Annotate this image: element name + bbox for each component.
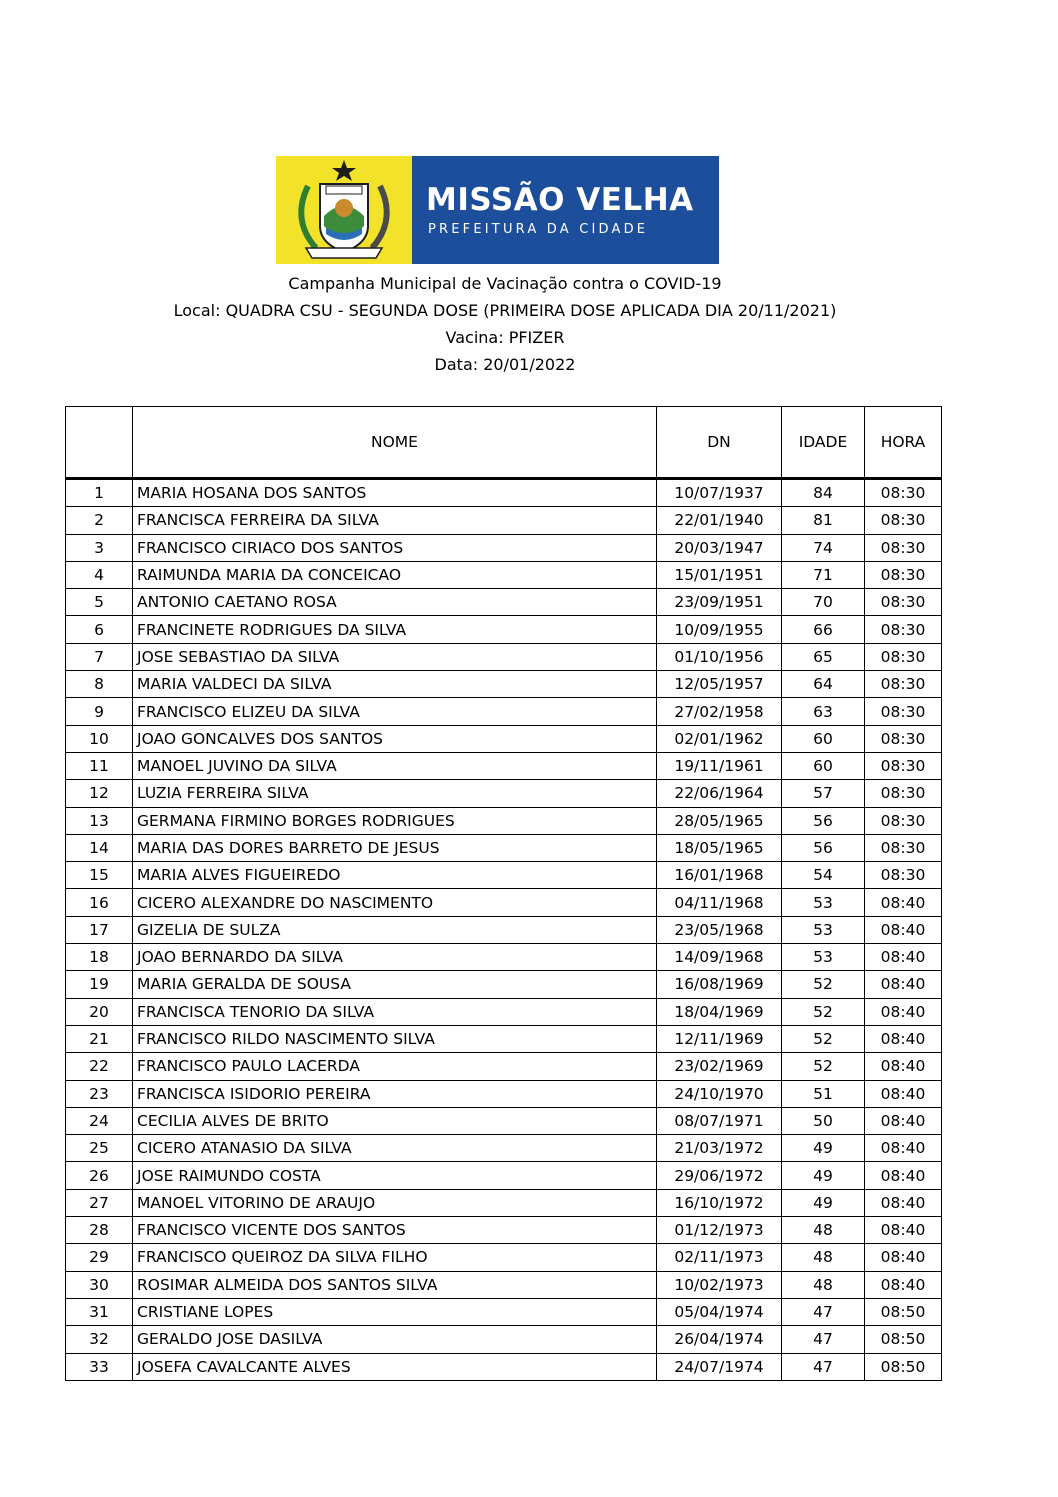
- person-name: FRANCISCO RILDO NASCIMENTO SILVA: [133, 1025, 657, 1052]
- age: 56: [782, 807, 865, 834]
- birth-date: 15/01/1951: [657, 561, 782, 588]
- row-number: 3: [66, 534, 133, 561]
- row-number: 16: [66, 889, 133, 916]
- table-row: [66, 780, 942, 807]
- row-number: 12: [66, 780, 133, 807]
- row-number: 15: [66, 862, 133, 889]
- age: 71: [782, 561, 865, 588]
- row-number: 23: [66, 1080, 133, 1107]
- row-number: 24: [66, 1107, 133, 1134]
- birth-date: 01/10/1956: [657, 643, 782, 670]
- row-number: 28: [66, 1217, 133, 1244]
- birth-date: 08/07/1971: [657, 1107, 782, 1134]
- appointment-time: 08:30: [865, 643, 942, 670]
- age: 84: [782, 479, 865, 507]
- table-row: [66, 889, 942, 916]
- row-number: 21: [66, 1025, 133, 1052]
- row-number: 32: [66, 1326, 133, 1353]
- row-number: 29: [66, 1244, 133, 1271]
- appointment-time: 08:40: [865, 889, 942, 916]
- table-row: [66, 561, 942, 588]
- appointment-time: 08:50: [865, 1353, 942, 1380]
- appointment-time: 08:30: [865, 479, 942, 507]
- age: 49: [782, 1189, 865, 1216]
- person-name: CICERO ALEXANDRE DO NASCIMENTO: [133, 889, 657, 916]
- birth-date: 20/03/1947: [657, 534, 782, 561]
- age: 60: [782, 752, 865, 779]
- table-row: [66, 998, 942, 1025]
- person-name: GERALDO JOSE DASILVA: [133, 1326, 657, 1353]
- column-header-name: NOME: [133, 407, 657, 479]
- appointment-time: 08:40: [865, 1189, 942, 1216]
- table-row: [66, 1244, 942, 1271]
- person-name: MARIA ALVES FIGUEIREDO: [133, 862, 657, 889]
- person-name: FRANCINETE RODRIGUES DA SILVA: [133, 616, 657, 643]
- birth-date: 22/01/1940: [657, 507, 782, 534]
- row-number: 22: [66, 1053, 133, 1080]
- birth-date: 18/04/1969: [657, 998, 782, 1025]
- age: 52: [782, 1053, 865, 1080]
- row-number: 9: [66, 698, 133, 725]
- person-name: CICERO ATANASIO DA SILVA: [133, 1135, 657, 1162]
- document-header: [0, 270, 1010, 378]
- table-row: [66, 1025, 942, 1052]
- table-row: [66, 534, 942, 561]
- appointment-time: 08:30: [865, 671, 942, 698]
- birth-date: 26/04/1974: [657, 1326, 782, 1353]
- birth-date: 10/07/1937: [657, 479, 782, 507]
- appointment-time: 08:40: [865, 1217, 942, 1244]
- age: 47: [782, 1326, 865, 1353]
- city-crest-icon: [276, 156, 412, 264]
- birth-date: 10/09/1955: [657, 616, 782, 643]
- appointment-time: 08:30: [865, 752, 942, 779]
- table-row: [66, 507, 942, 534]
- column-header-age: IDADE: [782, 407, 865, 479]
- age: 47: [782, 1353, 865, 1380]
- table-row: [66, 1135, 942, 1162]
- person-name: ANTONIO CAETANO ROSA: [133, 589, 657, 616]
- person-name: FRANCISCA ISIDORIO PEREIRA: [133, 1080, 657, 1107]
- birth-date: 12/05/1957: [657, 671, 782, 698]
- person-name: FRANCISCO ELIZEU DA SILVA: [133, 698, 657, 725]
- appointment-time: 08:30: [865, 725, 942, 752]
- table-row: [66, 479, 942, 507]
- column-header-time: HORA: [865, 407, 942, 479]
- appointment-time: 08:30: [865, 616, 942, 643]
- row-number: 31: [66, 1298, 133, 1325]
- person-name: GIZELIA DE SULZA: [133, 916, 657, 943]
- age: 74: [782, 534, 865, 561]
- birth-date: 10/02/1973: [657, 1271, 782, 1298]
- person-name: MARIA HOSANA DOS SANTOS: [133, 479, 657, 507]
- birth-date: 29/06/1972: [657, 1162, 782, 1189]
- appointment-time: 08:30: [865, 834, 942, 861]
- row-number: 27: [66, 1189, 133, 1216]
- table-row: [66, 1080, 942, 1107]
- table-row: [66, 1271, 942, 1298]
- person-name: MANOEL JUVINO DA SILVA: [133, 752, 657, 779]
- logo-banner: [412, 156, 719, 264]
- table-row: [66, 834, 942, 861]
- row-number: 4: [66, 561, 133, 588]
- appointment-time: 08:30: [865, 807, 942, 834]
- age: 63: [782, 698, 865, 725]
- city-logo: [276, 156, 719, 264]
- table-body: [66, 479, 942, 1381]
- table-row: [66, 1326, 942, 1353]
- person-name: GERMANA FIRMINO BORGES RODRIGUES: [133, 807, 657, 834]
- person-name: JOAO BERNARDO DA SILVA: [133, 944, 657, 971]
- table-row: [66, 1162, 942, 1189]
- row-number: 17: [66, 916, 133, 943]
- campaign-title: Campanha Municipal de Vacinação contra o COVID-19: [288, 274, 722, 293]
- appointment-time: 08:40: [865, 998, 942, 1025]
- table-row: [66, 1217, 942, 1244]
- age: 47: [782, 1298, 865, 1325]
- logo-subtitle: PREFEITURA DA CIDADE: [428, 222, 649, 237]
- birth-date: 16/01/1968: [657, 862, 782, 889]
- row-number: 20: [66, 998, 133, 1025]
- appointment-time: 08:40: [865, 916, 942, 943]
- person-name: RAIMUNDA MARIA DA CONCEICAO: [133, 561, 657, 588]
- appointment-time: 08:40: [865, 1080, 942, 1107]
- birth-date: 23/05/1968: [657, 916, 782, 943]
- person-name: CRISTIANE LOPES: [133, 1298, 657, 1325]
- column-header-birthdate: DN: [657, 407, 782, 479]
- age: 66: [782, 616, 865, 643]
- row-number: 19: [66, 971, 133, 998]
- person-name: FRANCISCO CIRIACO DOS SANTOS: [133, 534, 657, 561]
- age: 49: [782, 1135, 865, 1162]
- birth-date: 27/02/1958: [657, 698, 782, 725]
- row-number: 6: [66, 616, 133, 643]
- birth-date: 23/09/1951: [657, 589, 782, 616]
- table-row: [66, 643, 942, 670]
- person-name: JOSE RAIMUNDO COSTA: [133, 1162, 657, 1189]
- appointment-time: 08:30: [865, 507, 942, 534]
- person-name: CECILIA ALVES DE BRITO: [133, 1107, 657, 1134]
- age: 54: [782, 862, 865, 889]
- age: 60: [782, 725, 865, 752]
- person-name: LUZIA FERREIRA SILVA: [133, 780, 657, 807]
- row-number: 7: [66, 643, 133, 670]
- birth-date: 18/05/1965: [657, 834, 782, 861]
- age: 48: [782, 1271, 865, 1298]
- row-number: 10: [66, 725, 133, 752]
- birth-date: 24/10/1970: [657, 1080, 782, 1107]
- birth-date: 01/12/1973: [657, 1217, 782, 1244]
- appointment-time: 08:40: [865, 1107, 942, 1134]
- row-number: 18: [66, 944, 133, 971]
- table-row: [66, 752, 942, 779]
- table-row: [66, 698, 942, 725]
- appointment-time: 08:40: [865, 1053, 942, 1080]
- person-name: ROSIMAR ALMEIDA DOS SANTOS SILVA: [133, 1271, 657, 1298]
- row-number: 33: [66, 1353, 133, 1380]
- birth-date: 16/08/1969: [657, 971, 782, 998]
- appointment-time: 08:40: [865, 1135, 942, 1162]
- row-number: 1: [66, 479, 133, 507]
- row-number: 30: [66, 1271, 133, 1298]
- birth-date: 04/11/1968: [657, 889, 782, 916]
- birth-date: 24/07/1974: [657, 1353, 782, 1380]
- age: 65: [782, 643, 865, 670]
- table-row: [66, 1353, 942, 1380]
- row-number: 25: [66, 1135, 133, 1162]
- person-name: JOAO GONCALVES DOS SANTOS: [133, 725, 657, 752]
- person-name: FRANCISCO QUEIROZ DA SILVA FILHO: [133, 1244, 657, 1271]
- appointment-time: 08:40: [865, 1244, 942, 1271]
- row-number: 8: [66, 671, 133, 698]
- table-row: [66, 944, 942, 971]
- table-row: [66, 916, 942, 943]
- age: 52: [782, 971, 865, 998]
- appointment-time: 08:40: [865, 1271, 942, 1298]
- table-row: [66, 1107, 942, 1134]
- birth-date: 21/03/1972: [657, 1135, 782, 1162]
- appointment-time: 08:30: [865, 780, 942, 807]
- person-name: JOSEFA CAVALCANTE ALVES: [133, 1353, 657, 1380]
- birth-date: 22/06/1964: [657, 780, 782, 807]
- vaccine-line: Vacina: PFIZER: [445, 328, 565, 347]
- appointment-time: 08:30: [865, 561, 942, 588]
- appointment-time: 08:30: [865, 862, 942, 889]
- age: 50: [782, 1107, 865, 1134]
- birth-date: 28/05/1965: [657, 807, 782, 834]
- appointment-time: 08:50: [865, 1326, 942, 1353]
- age: 48: [782, 1217, 865, 1244]
- row-number: 5: [66, 589, 133, 616]
- table-row: [66, 807, 942, 834]
- table-row: [66, 616, 942, 643]
- person-name: MARIA VALDECI DA SILVA: [133, 671, 657, 698]
- appointment-time: 08:50: [865, 1298, 942, 1325]
- appointment-time: 08:40: [865, 971, 942, 998]
- appointment-time: 08:30: [865, 534, 942, 561]
- age: 64: [782, 671, 865, 698]
- person-name: MANOEL VITORINO DE ARAUJO: [133, 1189, 657, 1216]
- person-name: MARIA DAS DORES BARRETO DE JESUS: [133, 834, 657, 861]
- birth-date: 02/11/1973: [657, 1244, 782, 1271]
- birth-date: 19/11/1961: [657, 752, 782, 779]
- date-line: Data: 20/01/2022: [434, 355, 576, 374]
- person-name: JOSE SEBASTIAO DA SILVA: [133, 643, 657, 670]
- row-number: 13: [66, 807, 133, 834]
- birth-date: 12/11/1969: [657, 1025, 782, 1052]
- appointment-time: 08:30: [865, 589, 942, 616]
- vaccination-schedule-table: [65, 406, 942, 1381]
- age: 53: [782, 889, 865, 916]
- table-row: [66, 1189, 942, 1216]
- age: 56: [782, 834, 865, 861]
- column-header-number: [66, 407, 133, 479]
- person-name: MARIA GERALDA DE SOUSA: [133, 971, 657, 998]
- age: 52: [782, 998, 865, 1025]
- table-header-row: [66, 407, 942, 479]
- table-row: [66, 671, 942, 698]
- logo-title: MISSÃO VELHA: [426, 182, 694, 218]
- row-number: 26: [66, 1162, 133, 1189]
- age: 52: [782, 1025, 865, 1052]
- row-number: 11: [66, 752, 133, 779]
- appointment-time: 08:30: [865, 698, 942, 725]
- table-row: [66, 1053, 942, 1080]
- location-line: Local: QUADRA CSU - SEGUNDA DOSE (PRIMEIRA DOSE APLICADA DIA 20/11/2021): [173, 301, 837, 320]
- table-row: [66, 862, 942, 889]
- age: 49: [782, 1162, 865, 1189]
- age: 48: [782, 1244, 865, 1271]
- birth-date: 02/01/1962: [657, 725, 782, 752]
- person-name: FRANCISCO PAULO LACERDA: [133, 1053, 657, 1080]
- birth-date: 05/04/1974: [657, 1298, 782, 1325]
- age: 51: [782, 1080, 865, 1107]
- age: 53: [782, 944, 865, 971]
- appointment-time: 08:40: [865, 1025, 942, 1052]
- row-number: 14: [66, 834, 133, 861]
- birth-date: 14/09/1968: [657, 944, 782, 971]
- birth-date: 23/02/1969: [657, 1053, 782, 1080]
- person-name: FRANCISCA FERREIRA DA SILVA: [133, 507, 657, 534]
- appointment-time: 08:40: [865, 944, 942, 971]
- table-row: [66, 971, 942, 998]
- age: 81: [782, 507, 865, 534]
- row-number: 2: [66, 507, 133, 534]
- appointment-time: 08:40: [865, 1162, 942, 1189]
- table-row: [66, 589, 942, 616]
- age: 53: [782, 916, 865, 943]
- age: 57: [782, 780, 865, 807]
- age: 70: [782, 589, 865, 616]
- person-name: FRANCISCA TENORIO DA SILVA: [133, 998, 657, 1025]
- person-name: FRANCISCO VICENTE DOS SANTOS: [133, 1217, 657, 1244]
- table-row: [66, 725, 942, 752]
- table-row: [66, 1298, 942, 1325]
- birth-date: 16/10/1972: [657, 1189, 782, 1216]
